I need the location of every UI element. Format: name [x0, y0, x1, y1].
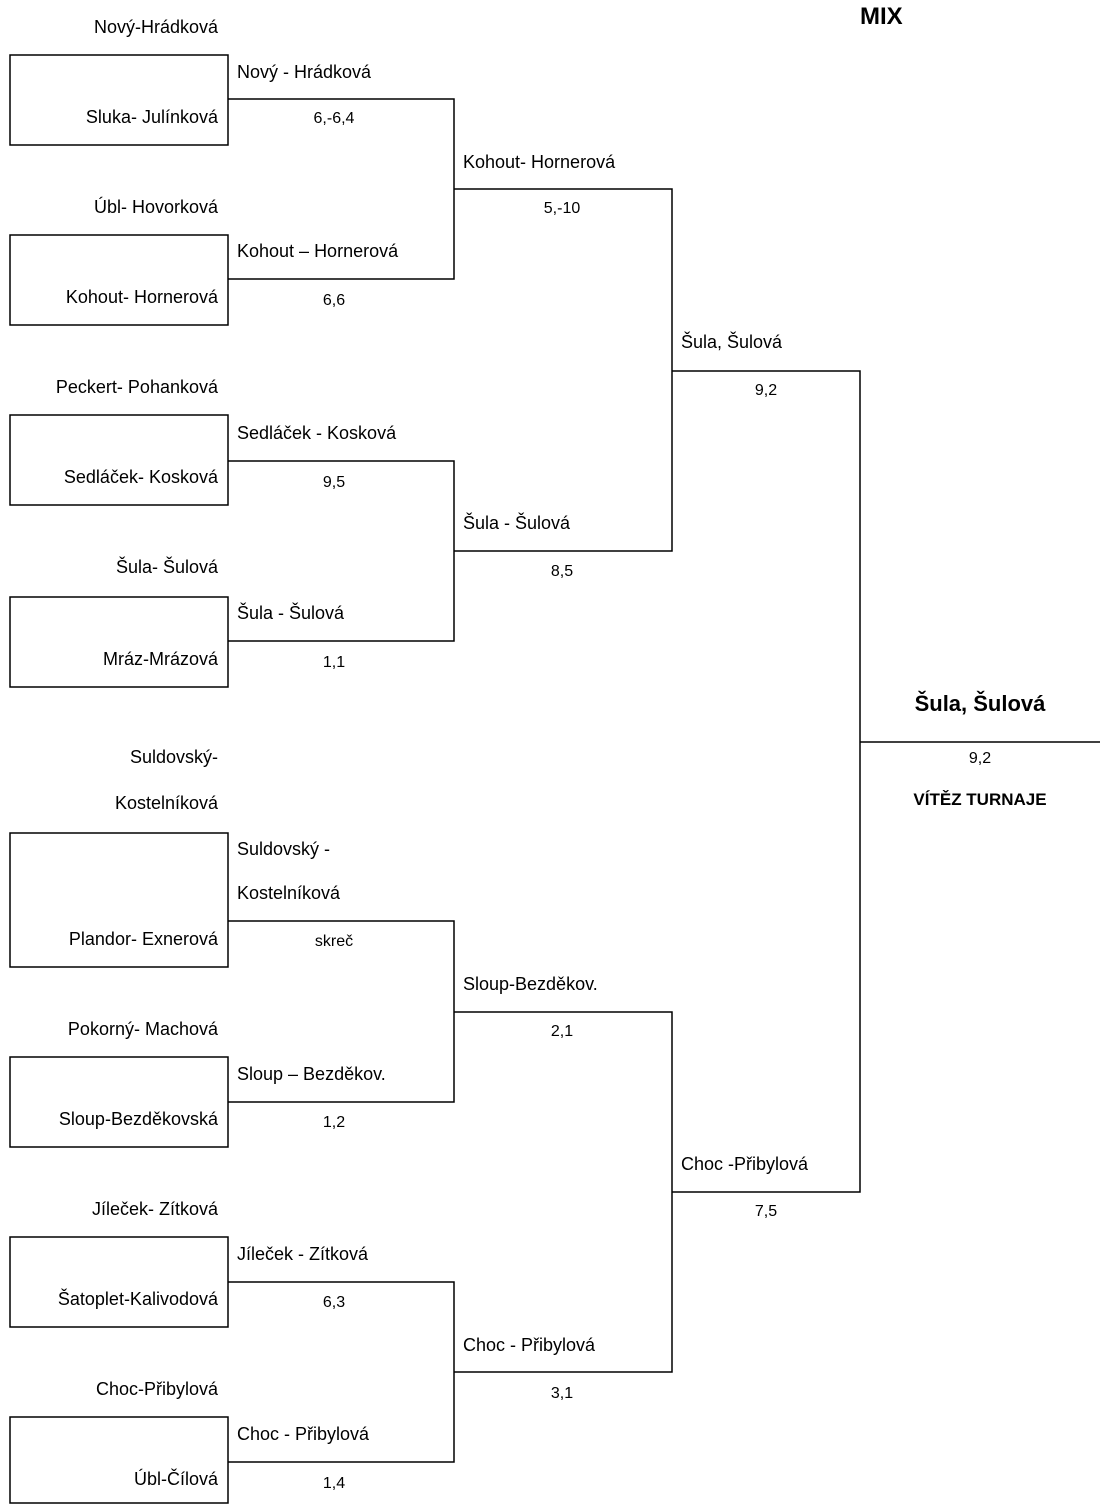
page-title: MIX — [860, 3, 903, 30]
match-winner: Jíleček - Zítková — [237, 1244, 369, 1264]
match-winner: Sloup – Bezděkov. — [237, 1064, 386, 1084]
match-score: 6,3 — [322, 1294, 346, 1311]
match-winner: Sloup-Bezděkov. — [463, 974, 598, 994]
player-name: Kostelníková — [114, 793, 218, 813]
player-name: Šatoplet-Kalivodová — [57, 1289, 218, 1309]
match-line — [672, 371, 860, 1192]
match-score: 5,-10 — [543, 200, 581, 217]
final-score: 9,2 — [968, 750, 992, 767]
player-name: Pokorný- Machová — [67, 1019, 218, 1039]
player-name: Kohout- Hornerová — [65, 287, 218, 307]
tournament-champion: Šula, Šulová — [914, 691, 1046, 716]
match-winner: Kohout- Hornerová — [463, 152, 616, 172]
match-line — [10, 1237, 228, 1327]
match-score: 1,2 — [322, 1114, 346, 1131]
player-name: Úbl- Hovorková — [93, 197, 218, 217]
match-winner: Nový - Hrádková — [237, 62, 372, 82]
match-winner: Choc -Přibylová — [681, 1154, 809, 1174]
player-name: Mráz-Mrázová — [102, 649, 218, 669]
match-line — [10, 55, 228, 145]
match-line — [454, 1012, 672, 1372]
match-score: 2,1 — [550, 1023, 574, 1040]
tournament-winner-label: VÍTĚZ TURNAJE — [913, 790, 1047, 809]
match-score: 9,2 — [754, 382, 778, 399]
match-line — [10, 415, 228, 505]
match-score: skreč — [314, 933, 354, 950]
match-score: 6,6 — [322, 292, 346, 309]
player-name: Sedláček- Kosková — [63, 467, 218, 487]
match-score: 1,4 — [322, 1475, 346, 1492]
match-winner: Šula - Šulová — [237, 603, 345, 623]
match-winner: Suldovský - — [237, 839, 331, 859]
match-score: 1,1 — [322, 654, 346, 671]
player-name: Úbl-Čílová — [133, 1469, 218, 1489]
match-winner: Choc - Přibylová — [463, 1335, 596, 1355]
player-name: Peckert- Pohanková — [55, 377, 218, 397]
player-name: Choc-Přibylová — [95, 1379, 218, 1399]
match-line — [10, 1057, 228, 1147]
player-name: Suldovský- — [129, 747, 218, 767]
match-line — [10, 1417, 228, 1503]
match-line — [454, 189, 672, 551]
player-name: Šula- Šulová — [115, 557, 218, 577]
match-line — [10, 235, 228, 325]
player-name: Sloup-Bezděkovská — [58, 1109, 218, 1129]
player-name: Jíleček- Zítková — [91, 1199, 218, 1219]
player-name: Nový-Hrádková — [93, 17, 218, 37]
match-score: 8,5 — [550, 563, 574, 580]
match-score: 9,5 — [322, 474, 346, 491]
match-score: 3,1 — [550, 1385, 574, 1402]
match-winner: Choc - Přibylová — [237, 1424, 370, 1444]
match-score: 6,-6,4 — [313, 110, 355, 127]
match-winner: Šula - Šulová — [463, 513, 571, 533]
match-winner: Šula, Šulová — [681, 332, 783, 352]
match-winner: Kohout – Hornerová — [237, 241, 399, 261]
match-line — [10, 597, 228, 687]
match-winner: Kostelníková — [237, 883, 341, 903]
player-name: Sluka- Julínková — [85, 107, 218, 127]
match-score: 7,5 — [754, 1203, 778, 1220]
player-name: Plandor- Exnerová — [68, 929, 218, 949]
match-winner: Sedláček - Kosková — [237, 423, 397, 443]
